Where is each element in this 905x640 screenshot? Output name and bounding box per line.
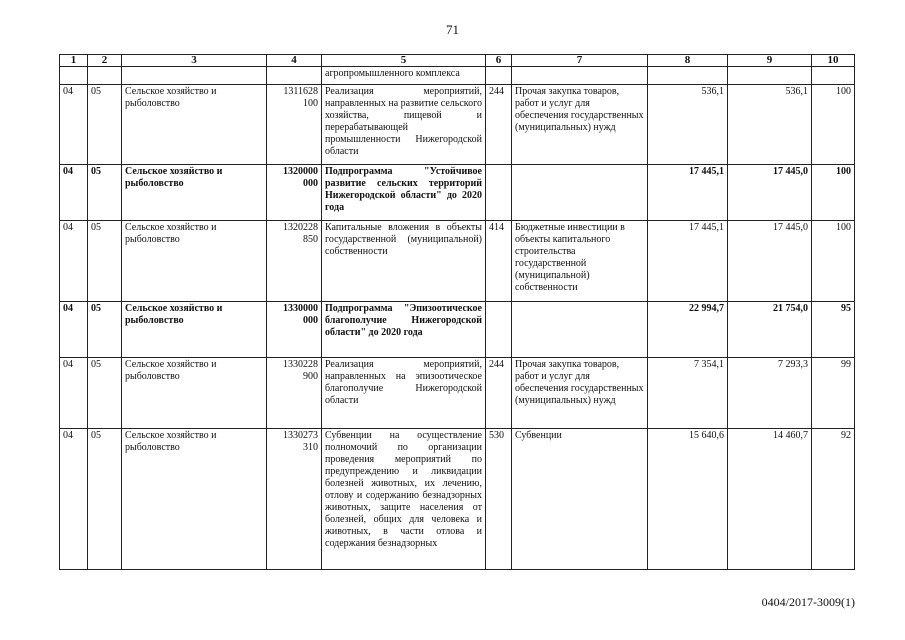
section-name: Сельское хозяйство и рыболовство bbox=[122, 429, 267, 570]
section-code bbox=[60, 67, 88, 85]
page-number: 71 bbox=[446, 22, 459, 37]
subsection-code: 05 bbox=[88, 302, 122, 358]
table-row bbox=[60, 85, 855, 165]
subsection-code: 05 bbox=[88, 221, 122, 302]
program-description: Капитальные вложения в объекты государственной (муниципальной) собственности bbox=[322, 221, 486, 302]
expense-type-code: 530 bbox=[486, 429, 512, 570]
planned-amount: 536,1 bbox=[648, 85, 728, 165]
header-cell: 4 bbox=[267, 55, 322, 67]
execution-percent: 100 bbox=[812, 165, 855, 221]
section-code: 04 bbox=[60, 165, 88, 221]
planned-amount: 22 994,7 bbox=[648, 302, 728, 358]
actual-amount bbox=[728, 67, 812, 85]
target-code: 1320228 850 bbox=[267, 221, 322, 302]
expense-type-code bbox=[486, 67, 512, 85]
table-row bbox=[60, 67, 855, 85]
target-code: 1330000 000 bbox=[267, 302, 322, 358]
actual-amount: 14 460,7 bbox=[728, 429, 812, 570]
execution-percent: 99 bbox=[812, 358, 855, 429]
program-description: Реализация мероприятий, направленных на развитие сельского хозяйства, пищевой и перерабатывающей промышленности Нижегородской области bbox=[322, 85, 486, 165]
expense-type-code: 244 bbox=[486, 358, 512, 429]
expense-type-name bbox=[512, 302, 648, 358]
program-description: Реализация мероприятий, направленных на эпизоотическое благополучие Нижегородской области bbox=[322, 358, 486, 429]
expense-type-name: Субвенции bbox=[512, 429, 648, 570]
table-row bbox=[60, 165, 855, 221]
expense-type-code: 414 bbox=[486, 221, 512, 302]
table-header-row bbox=[60, 55, 855, 67]
actual-amount: 21 754,0 bbox=[728, 302, 812, 358]
target-code bbox=[267, 67, 322, 85]
section-code: 04 bbox=[60, 85, 88, 165]
document-code: 0404/2017-3009(1) bbox=[761, 595, 855, 609]
header-cell: 1 bbox=[60, 55, 88, 67]
section-name: Сельское хозяйство и рыболовство bbox=[122, 302, 267, 358]
table-row bbox=[60, 358, 855, 429]
table-row bbox=[60, 221, 855, 302]
section-name: Сельское хозяйство и рыболовство bbox=[122, 165, 267, 221]
section-name: Сельское хозяйство и рыболовство bbox=[122, 358, 267, 429]
expense-type-name bbox=[512, 67, 648, 85]
planned-amount: 15 640,6 bbox=[648, 429, 728, 570]
execution-percent: 95 bbox=[812, 302, 855, 358]
target-code: 1311628 100 bbox=[267, 85, 322, 165]
actual-amount: 17 445,0 bbox=[728, 221, 812, 302]
subsection-code: 05 bbox=[88, 85, 122, 165]
planned-amount: 17 445,1 bbox=[648, 221, 728, 302]
section-code: 04 bbox=[60, 221, 88, 302]
header-cell: 5 bbox=[322, 55, 486, 67]
planned-amount: 7 354,1 bbox=[648, 358, 728, 429]
execution-percent: 92 bbox=[812, 429, 855, 570]
subsection-code: 05 bbox=[88, 165, 122, 221]
actual-amount: 7 293,3 bbox=[728, 358, 812, 429]
expense-type-code: 244 bbox=[486, 85, 512, 165]
expense-type-name: Прочая закупка товаров, работ и услуг для обеспечения государственных (муниципальных) нужд bbox=[512, 85, 648, 165]
expense-type-name bbox=[512, 165, 648, 221]
section-name: Сельское хозяйство и рыболовство bbox=[122, 221, 267, 302]
target-code: 1330228 900 bbox=[267, 358, 322, 429]
expense-type-code bbox=[486, 165, 512, 221]
header-cell: 6 bbox=[486, 55, 512, 67]
section-name bbox=[122, 67, 267, 85]
header-cell: 8 bbox=[648, 55, 728, 67]
actual-amount: 17 445,0 bbox=[728, 165, 812, 221]
subsection-code: 05 bbox=[88, 429, 122, 570]
program-description: агропромышленного комплекса bbox=[322, 67, 486, 85]
target-code: 1330273 310 bbox=[267, 429, 322, 570]
table-row bbox=[60, 429, 855, 570]
expense-type-name: Бюджетные инвестиции в объекты капитального строительства государственной (муниципальной) собственности bbox=[512, 221, 648, 302]
actual-amount: 536,1 bbox=[728, 85, 812, 165]
program-description: Подпрограмма "Устойчивое развитие сельских территорий Нижегородской области" до 2020 года bbox=[322, 165, 486, 221]
header-cell: 7 bbox=[512, 55, 648, 67]
expense-type-name: Прочая закупка товаров, работ и услуг для обеспечения государственных (муниципальных) нужд bbox=[512, 358, 648, 429]
expense-type-code bbox=[486, 302, 512, 358]
header-cell: 10 bbox=[812, 55, 855, 67]
execution-percent: 100 bbox=[812, 221, 855, 302]
execution-percent: 100 bbox=[812, 85, 855, 165]
subsection-code bbox=[88, 67, 122, 85]
section-code: 04 bbox=[60, 358, 88, 429]
header-cell: 9 bbox=[728, 55, 812, 67]
header-cell: 3 bbox=[122, 55, 267, 67]
target-code: 1320000 000 bbox=[267, 165, 322, 221]
program-description: Субвенции на осуществление полномочий по организации проведения мероприятий по предупреждению и ликвидации болезней животных, их лечению, отлову и содержанию безнадзорных животных, защите населения от болезней, общих для человека и животных, в части отлова и содержания безнадзорных bbox=[322, 429, 486, 570]
program-description: Подпрограмма "Эпизоотическое благополучие Нижегородской области" до 2020 года bbox=[322, 302, 486, 358]
section-code: 04 bbox=[60, 302, 88, 358]
table-row bbox=[60, 302, 855, 358]
subsection-code: 05 bbox=[88, 358, 122, 429]
planned-amount: 17 445,1 bbox=[648, 165, 728, 221]
execution-percent bbox=[812, 67, 855, 85]
section-name: Сельское хозяйство и рыболовство bbox=[122, 85, 267, 165]
planned-amount bbox=[648, 67, 728, 85]
section-code: 04 bbox=[60, 429, 88, 570]
header-cell: 2 bbox=[88, 55, 122, 67]
budget-table bbox=[59, 54, 855, 570]
